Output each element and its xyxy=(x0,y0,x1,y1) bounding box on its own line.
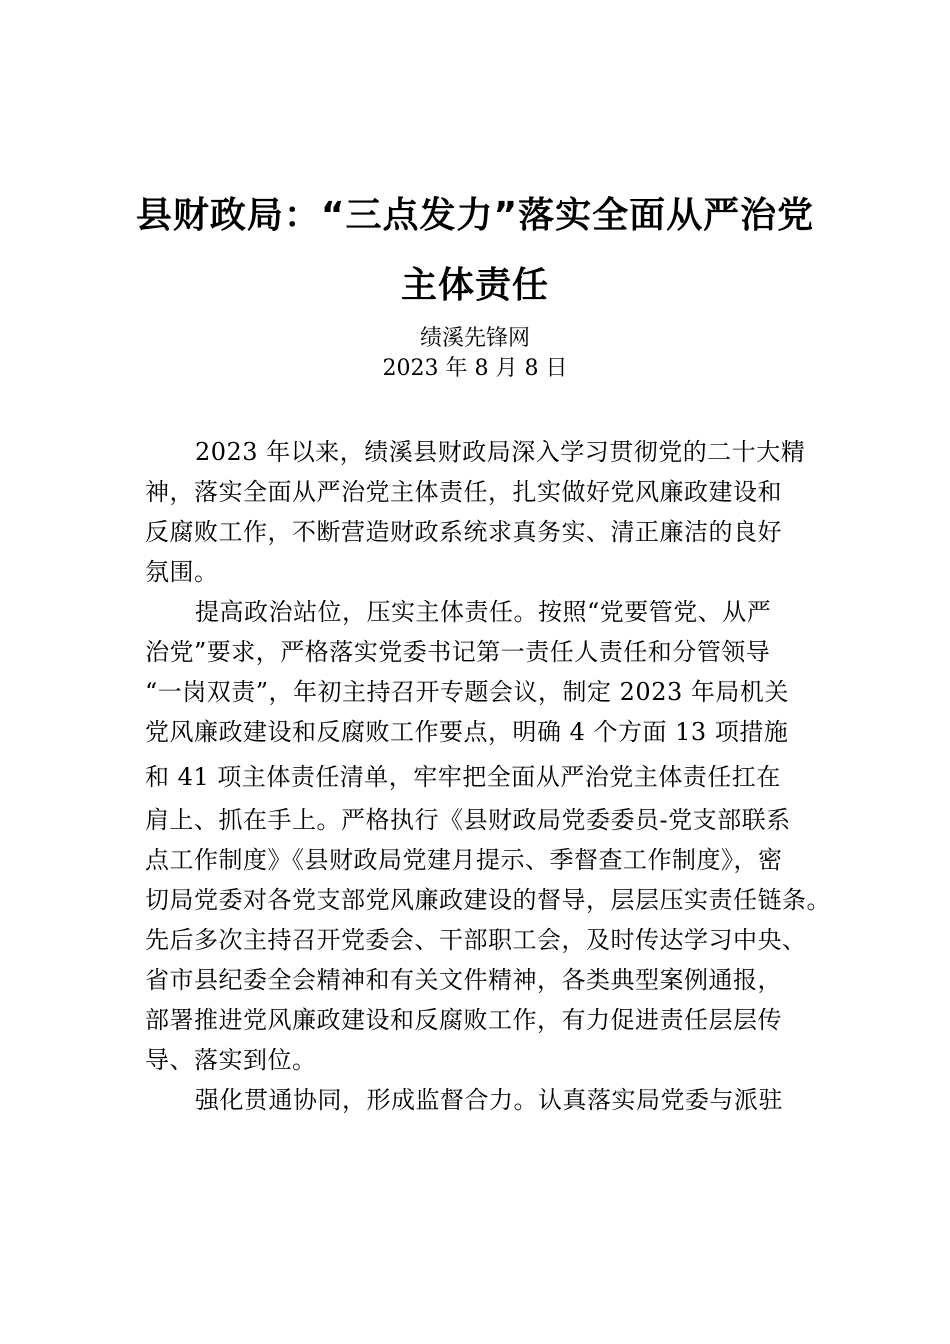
paragraph-1-line-2: 神，落实全面从严治党主体责任，扎实做好党风廉政建设和 xyxy=(145,478,782,506)
paragraph-1-line-3: 反腐败工作，不断营造财政系统求真务实、清正廉洁的良好 xyxy=(145,518,782,546)
document-title-line-1: 县财政局：“三点发力”落实全面从严治党 xyxy=(135,195,815,236)
paragraph-2-line-3: “一岗双责”，年初主持召开专题会议，制定 2023 年局机关 xyxy=(145,678,789,706)
paragraph-2-line-2: 治党”要求，严格落实党委书记第一责任人责任和分管领导 xyxy=(145,638,771,666)
paragraph-2-line-6: 肩上、抓在手上。严格执行《县财政局党委委员-党支部联系 xyxy=(145,806,791,834)
document-title-line-2: 主体责任 xyxy=(400,265,549,306)
paragraph-2-line-10: 省市县纪委全会精神和有关文件精神，各类典型案例通报， xyxy=(145,966,782,994)
paragraph-3-line-1: 强化贯通协同，形成监督合力。认真落实局党委与派驻 xyxy=(195,1086,783,1114)
paragraph-2-line-1: 提高政治站位，压实主体责任。按照“党要管党、从严 xyxy=(195,598,772,626)
paragraph-1-line-1: 2023 年以来，绩溪县财政局深入学习贯彻党的二十大精 xyxy=(195,438,806,466)
paragraph-2-line-12: 导、落实到位。 xyxy=(145,1046,317,1074)
paragraph-2-line-7: 点工作制度》《县财政局党建月提示、季督查工作制度》，密 xyxy=(145,846,783,874)
document-source: 绩溪先锋网 xyxy=(419,326,530,351)
paragraph-2-line-4: 党风廉政建设和反腐败工作要点，明确 4 个方面 13 项措施 xyxy=(145,718,789,746)
paragraph-2-line-11: 部署推进党风廉政建设和反腐败工作，有力促进责任层层传 xyxy=(145,1006,782,1034)
document-date: 2023 年 8 月 8 日 xyxy=(382,356,568,381)
paragraph-2-line-8: 切局党委对各党支部党风廉政建设的督导，层层压实责任链条。 xyxy=(145,886,831,914)
paragraph-1-line-4: 氛围。 xyxy=(145,558,219,586)
paragraph-2-line-9: 先后多次主持召开党委会、干部职工会，及时传达学习中央、 xyxy=(145,926,807,954)
paragraph-2-line-5: 和 41 项主体责任清单，牢牢把全面从严治党主体责任扛在 xyxy=(145,763,781,791)
